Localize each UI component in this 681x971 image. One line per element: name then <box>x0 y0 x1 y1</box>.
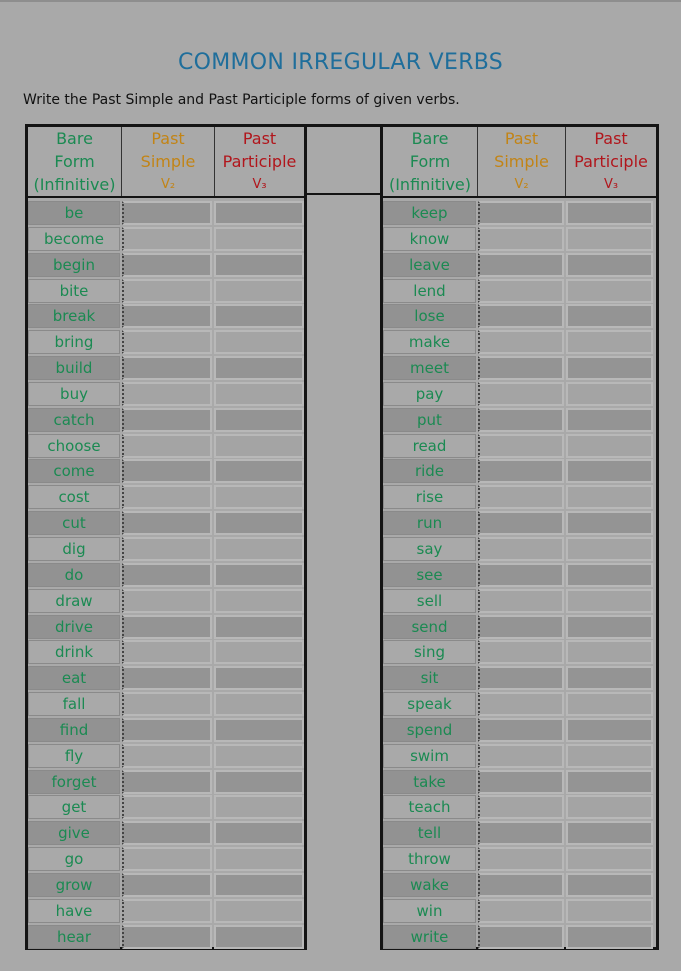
past-participle-input[interactable] <box>214 537 304 561</box>
table-row <box>28 253 304 279</box>
bare-form-cell: put <box>383 408 476 432</box>
past-participle-input[interactable] <box>566 511 653 535</box>
past-participle-input[interactable] <box>566 640 653 664</box>
past-participle-input[interactable] <box>566 873 653 897</box>
instruction-text: Write the Past Simple and Past Participle forms of given verbs. <box>23 92 460 108</box>
past-simple-input[interactable] <box>122 873 212 897</box>
past-participle-input[interactable] <box>566 744 653 768</box>
past-participle-input[interactable] <box>214 718 304 742</box>
past-simple-input[interactable] <box>122 666 212 690</box>
table-row <box>383 692 656 718</box>
past-simple-input[interactable] <box>122 227 212 251</box>
bare-form-cell: do <box>28 563 120 587</box>
table-row <box>383 330 656 356</box>
table-header <box>383 127 656 198</box>
header-gap <box>307 124 380 195</box>
bare-form-cell: teach <box>383 795 476 819</box>
bare-form-cell: forget <box>28 770 120 794</box>
bare-form-cell: be <box>28 201 120 225</box>
bare-form-cell: draw <box>28 589 120 613</box>
table-row <box>28 459 304 485</box>
past-participle-input[interactable] <box>566 899 653 923</box>
past-simple-input[interactable] <box>478 692 564 716</box>
past-participle-input[interactable] <box>214 795 304 819</box>
bare-form-cell: read <box>383 434 476 458</box>
bare-form-cell: speak <box>383 692 476 716</box>
past-participle-input[interactable] <box>214 873 304 897</box>
past-participle-input[interactable] <box>566 795 653 819</box>
past-simple-input[interactable] <box>478 899 564 923</box>
table-row <box>383 227 656 253</box>
header-line: V₂ <box>514 177 529 192</box>
past-participle-input[interactable] <box>214 459 304 483</box>
bare-form-cell: sell <box>383 589 476 613</box>
table-row <box>28 511 304 537</box>
past-simple-input[interactable] <box>122 589 212 613</box>
past-participle-input[interactable] <box>566 537 653 561</box>
past-participle-input[interactable] <box>214 485 304 509</box>
header-line: Participle <box>222 152 297 171</box>
past-simple-input[interactable] <box>122 253 212 277</box>
past-simple-input[interactable] <box>478 744 564 768</box>
past-simple-input[interactable] <box>122 537 212 561</box>
table-row <box>383 356 656 382</box>
table-row <box>383 408 656 434</box>
past-simple-input[interactable] <box>478 589 564 613</box>
bare-form-cell: choose <box>28 434 120 458</box>
bare-form-cell: begin <box>28 253 120 277</box>
bare-form-cell: send <box>383 615 476 639</box>
bare-form-cell: fall <box>28 692 120 716</box>
past-participle-input[interactable] <box>214 356 304 380</box>
verb-rows <box>28 198 304 950</box>
header-line: V₃ <box>252 177 267 192</box>
past-participle-header <box>565 127 656 196</box>
bare-form-cell: have <box>28 899 120 923</box>
table-row <box>28 330 304 356</box>
past-simple-input[interactable] <box>122 563 212 587</box>
table-row <box>28 770 304 796</box>
page-title: COMMON IRREGULAR VERBS <box>177 50 504 75</box>
table-row <box>383 304 656 330</box>
past-simple-input[interactable] <box>122 640 212 664</box>
bare-form-cell: throw <box>383 847 476 871</box>
past-participle-input[interactable] <box>214 899 304 923</box>
past-simple-input[interactable] <box>478 459 564 483</box>
table-row <box>383 795 656 821</box>
table-row <box>28 485 304 511</box>
past-simple-input[interactable] <box>122 356 212 380</box>
table-row <box>28 873 304 899</box>
header-line: Bare <box>411 129 449 148</box>
past-simple-input[interactable] <box>478 666 564 690</box>
bare-form-cell: sing <box>383 640 476 664</box>
past-simple-input[interactable] <box>478 485 564 509</box>
past-simple-input[interactable] <box>478 563 564 587</box>
bare-form-cell: buy <box>28 382 120 406</box>
table-row <box>383 511 656 537</box>
table-row <box>383 201 656 227</box>
past-simple-input[interactable] <box>122 382 212 406</box>
table-row <box>28 925 304 951</box>
bare-form-cell: ride <box>383 459 476 483</box>
past-participle-input[interactable] <box>214 279 304 303</box>
header-line: Form <box>54 152 95 171</box>
past-participle-input[interactable] <box>214 925 304 949</box>
bare-form-cell: take <box>383 770 476 794</box>
past-participle-input[interactable] <box>214 692 304 716</box>
past-simple-input[interactable] <box>122 692 212 716</box>
verb-rows <box>383 198 656 950</box>
past-simple-input[interactable] <box>122 770 212 794</box>
bare-form-cell: say <box>383 537 476 561</box>
past-participle-input[interactable] <box>214 615 304 639</box>
table-row <box>28 434 304 460</box>
past-participle-input[interactable] <box>214 227 304 251</box>
table-row <box>28 821 304 847</box>
bare-form-cell: make <box>383 330 476 354</box>
past-simple-input[interactable] <box>478 253 564 277</box>
header-line: V₃ <box>603 177 619 192</box>
bare-form-cell: get <box>28 795 120 819</box>
past-simple-input[interactable] <box>122 408 212 432</box>
past-participle-input[interactable] <box>214 847 304 871</box>
table-row <box>28 227 304 253</box>
past-simple-input[interactable] <box>122 511 212 535</box>
past-participle-input[interactable] <box>566 382 653 406</box>
bare-form-cell: know <box>383 227 476 251</box>
header-line: (Infinitive) <box>33 175 116 194</box>
past-participle-input[interactable] <box>214 434 304 458</box>
bare-form-cell: cost <box>28 485 120 509</box>
bare-form-cell: pay <box>383 382 476 406</box>
bare-form-cell: catch <box>28 408 120 432</box>
table-row <box>28 589 304 615</box>
past-simple-input[interactable] <box>122 925 212 949</box>
bare-form-header <box>383 127 477 196</box>
past-participle-input[interactable] <box>214 770 304 794</box>
past-participle-input[interactable] <box>566 666 653 690</box>
past-participle-input[interactable] <box>566 925 653 949</box>
table-row <box>28 640 304 666</box>
table-row <box>28 615 304 641</box>
table-row <box>383 847 656 873</box>
table-row <box>383 925 656 951</box>
past-simple-input[interactable] <box>478 925 564 949</box>
bare-form-cell: keep <box>383 201 476 225</box>
bare-form-cell: fly <box>28 744 120 768</box>
past-participle-input[interactable] <box>566 253 653 277</box>
past-simple-input[interactable] <box>122 485 212 509</box>
table-row <box>28 718 304 744</box>
table-row <box>383 589 656 615</box>
past-participle-input[interactable] <box>566 330 653 354</box>
bare-form-cell: dig <box>28 537 120 561</box>
past-simple-header <box>477 127 565 196</box>
table-row <box>383 873 656 899</box>
past-simple-input[interactable] <box>122 434 212 458</box>
past-simple-input[interactable] <box>478 511 564 535</box>
table-row <box>28 356 304 382</box>
past-participle-input[interactable] <box>566 847 653 871</box>
table-row <box>383 485 656 511</box>
past-participle-input[interactable] <box>566 279 653 303</box>
past-simple-input[interactable] <box>478 770 564 794</box>
bare-form-cell: drive <box>28 615 120 639</box>
past-participle-input[interactable] <box>566 692 653 716</box>
table-row <box>383 899 656 925</box>
table-row <box>383 382 656 408</box>
table-row <box>28 666 304 692</box>
bare-form-cell: win <box>383 899 476 923</box>
past-simple-input[interactable] <box>478 408 564 432</box>
table-row <box>383 666 656 692</box>
bare-form-cell: see <box>383 563 476 587</box>
past-simple-input[interactable] <box>122 330 212 354</box>
bare-form-cell: spend <box>383 718 476 742</box>
past-simple-input[interactable] <box>122 899 212 923</box>
header-line: (Infinitive) <box>388 175 472 194</box>
table-row <box>383 459 656 485</box>
past-participle-input[interactable] <box>214 666 304 690</box>
past-participle-input[interactable] <box>214 408 304 432</box>
bare-form-cell: swim <box>383 744 476 768</box>
table-row <box>28 279 304 305</box>
past-participle-input[interactable] <box>214 589 304 613</box>
table-row <box>383 770 656 796</box>
past-participle-input[interactable] <box>566 201 653 225</box>
bare-form-cell: eat <box>28 666 120 690</box>
past-participle-input[interactable] <box>566 408 653 432</box>
header-line: Simple <box>494 152 549 171</box>
past-participle-input[interactable] <box>566 563 653 587</box>
bare-form-cell: lend <box>383 279 476 303</box>
past-simple-input[interactable] <box>478 718 564 742</box>
table-row <box>383 279 656 305</box>
header-line: Bare <box>56 129 93 148</box>
past-participle-input[interactable] <box>214 821 304 845</box>
past-simple-input[interactable] <box>478 330 564 354</box>
header-line: Past <box>504 129 539 148</box>
past-simple-input[interactable] <box>478 382 564 406</box>
past-simple-input[interactable] <box>122 304 212 328</box>
past-simple-input[interactable] <box>478 873 564 897</box>
past-participle-input[interactable] <box>214 330 304 354</box>
header-line: Participle <box>574 152 648 171</box>
top-border <box>0 0 681 2</box>
header-line: Form <box>409 152 451 171</box>
past-simple-input[interactable] <box>122 459 212 483</box>
past-participle-input[interactable] <box>566 770 653 794</box>
past-participle-input[interactable] <box>214 563 304 587</box>
bare-form-cell: go <box>28 847 120 871</box>
bare-form-cell: grow <box>28 873 120 897</box>
table-row <box>28 744 304 770</box>
left-verb-table <box>25 124 307 950</box>
table-row <box>383 718 656 744</box>
right-verb-table <box>380 124 659 950</box>
past-simple-input[interactable] <box>478 795 564 819</box>
past-participle-input[interactable] <box>214 511 304 535</box>
past-simple-input[interactable] <box>122 795 212 819</box>
past-participle-input[interactable] <box>566 304 653 328</box>
table-row <box>28 537 304 563</box>
past-participle-input[interactable] <box>566 227 653 251</box>
table-row <box>383 640 656 666</box>
past-simple-input[interactable] <box>478 640 564 664</box>
past-simple-input[interactable] <box>122 718 212 742</box>
table-row <box>383 253 656 279</box>
bare-form-cell: drink <box>28 640 120 664</box>
bare-form-cell: become <box>28 227 120 251</box>
table-row <box>28 382 304 408</box>
header-line: Past <box>594 129 628 148</box>
table-row <box>383 821 656 847</box>
bare-form-cell: cut <box>28 511 120 535</box>
bare-form-cell: sit <box>383 666 476 690</box>
bare-form-cell: find <box>28 718 120 742</box>
past-participle-input[interactable] <box>566 459 653 483</box>
past-simple-input[interactable] <box>478 279 564 303</box>
past-participle-header <box>214 127 304 196</box>
table-row <box>28 408 304 434</box>
bare-form-cell: build <box>28 356 120 380</box>
table-row <box>28 847 304 873</box>
table-row <box>28 201 304 227</box>
past-participle-input[interactable] <box>214 744 304 768</box>
header-line: Past <box>151 129 185 148</box>
past-participle-input[interactable] <box>214 640 304 664</box>
bare-form-header <box>28 127 121 196</box>
past-participle-input[interactable] <box>566 434 653 458</box>
past-participle-input[interactable] <box>214 304 304 328</box>
past-participle-input[interactable] <box>566 589 653 613</box>
header-line: Simple <box>140 152 196 171</box>
table-row <box>28 563 304 589</box>
bare-form-cell: leave <box>383 253 476 277</box>
header-line: Past <box>242 129 277 148</box>
past-participle-input[interactable] <box>566 615 653 639</box>
table-row <box>28 795 304 821</box>
past-simple-input[interactable] <box>478 201 564 225</box>
bare-form-cell: hear <box>28 925 120 949</box>
past-participle-input[interactable] <box>214 253 304 277</box>
bare-form-cell: bite <box>28 279 120 303</box>
past-simple-input[interactable] <box>478 227 564 251</box>
past-simple-input[interactable] <box>122 201 212 225</box>
bare-form-cell: give <box>28 821 120 845</box>
past-simple-input[interactable] <box>478 356 564 380</box>
past-participle-input[interactable] <box>566 718 653 742</box>
table-row <box>28 692 304 718</box>
past-simple-input[interactable] <box>478 434 564 458</box>
past-simple-input[interactable] <box>122 847 212 871</box>
past-simple-input[interactable] <box>478 847 564 871</box>
bare-form-cell: tell <box>383 821 476 845</box>
bare-form-cell: write <box>383 925 476 949</box>
table-header <box>28 127 304 198</box>
header-line: V₂ <box>160 177 176 192</box>
table-row <box>383 744 656 770</box>
bare-form-cell: break <box>28 304 120 328</box>
past-participle-input[interactable] <box>566 356 653 380</box>
past-participle-input[interactable] <box>566 821 653 845</box>
table-row <box>28 899 304 925</box>
table-row <box>383 563 656 589</box>
bare-form-cell: run <box>383 511 476 535</box>
table-row <box>28 304 304 330</box>
bare-form-cell: wake <box>383 873 476 897</box>
table-row <box>383 615 656 641</box>
past-simple-input[interactable] <box>122 279 212 303</box>
bare-form-cell: meet <box>383 356 476 380</box>
table-row <box>383 434 656 460</box>
past-participle-input[interactable] <box>566 485 653 509</box>
bare-form-cell: rise <box>383 485 476 509</box>
past-simple-input[interactable] <box>478 304 564 328</box>
bare-form-cell: come <box>28 459 120 483</box>
past-simple-header <box>121 127 214 196</box>
past-simple-input[interactable] <box>478 537 564 561</box>
past-simple-input[interactable] <box>122 744 212 768</box>
past-simple-input[interactable] <box>478 615 564 639</box>
past-simple-input[interactable] <box>478 821 564 845</box>
bare-form-cell: lose <box>383 304 476 328</box>
bare-form-cell: bring <box>28 330 120 354</box>
past-participle-input[interactable] <box>214 201 304 225</box>
table-row <box>383 537 656 563</box>
past-simple-input[interactable] <box>122 821 212 845</box>
past-simple-input[interactable] <box>122 615 212 639</box>
past-participle-input[interactable] <box>214 382 304 406</box>
